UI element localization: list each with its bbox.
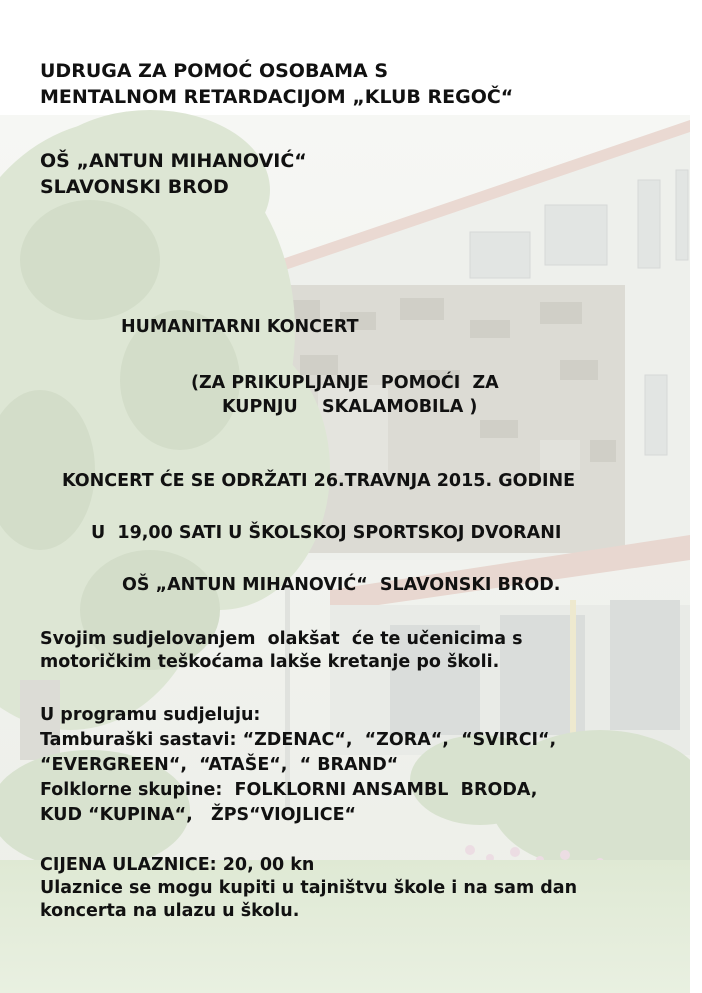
appeal-line-1: Svojim sudjelovanjem olakšat će te učenicima s: [40, 629, 523, 649]
organization-name-line-1: UDRUGA ZA POMOĆ OSOBAMA S: [40, 60, 389, 82]
ticket-info-line-1: Ulaznice se mogu kupiti u tajništvu škole i na sam dan: [40, 878, 578, 898]
event-venue-line: OŠ „ANTUN MIHANOVIĆ“ SLAVONSKI BROD.: [122, 575, 561, 595]
appeal-line-2: motoričkim teškoćama lakše kretanje po školi.: [40, 652, 500, 672]
school-city-line: SLAVONSKI BROD: [40, 176, 229, 198]
ticket-price-line: CIJENA ULAZNICE: 20, 00 kn: [40, 855, 315, 875]
program-line-1: Tamburaški sastavi: “ZDENAC“, “ZORA“, “SVIRCI“,: [40, 730, 557, 750]
program-line-4: KUD “KUPINA“, ŽPS“VIOJLICE“: [40, 805, 357, 825]
school-name-line: OŠ „ANTUN MIHANOVIĆ“: [40, 150, 307, 172]
event-purpose-line-2: KUPNJU SKALAMOBILA ): [222, 397, 478, 417]
organization-name-line-2: MENTALNOM RETARDACIJOM „KLUB REGOČ“: [40, 86, 514, 108]
event-time-line: U 19,00 SATI U ŠKOLSKOJ SPORTSKOJ DVORANI: [91, 523, 562, 543]
program-line-2: “EVERGREEN“, “ATAŠE“, “ BRAND“: [40, 755, 399, 775]
event-date-line: KONCERT ĆE SE ODRŽATI 26.TRAVNJA 2015. GODINE: [62, 471, 576, 491]
ticket-info-line-2: koncerta na ulazu u školu.: [40, 901, 300, 921]
program-heading: U programu sudjeluju:: [40, 705, 261, 725]
event-title: HUMANITARNI KONCERT: [121, 317, 359, 337]
program-line-3: Folklorne skupine: FOLKLORNI ANSAMBL BRODA,: [40, 780, 538, 800]
event-purpose-line-1: (ZA PRIKUPLJANJE POMOĆI ZA: [191, 373, 499, 393]
